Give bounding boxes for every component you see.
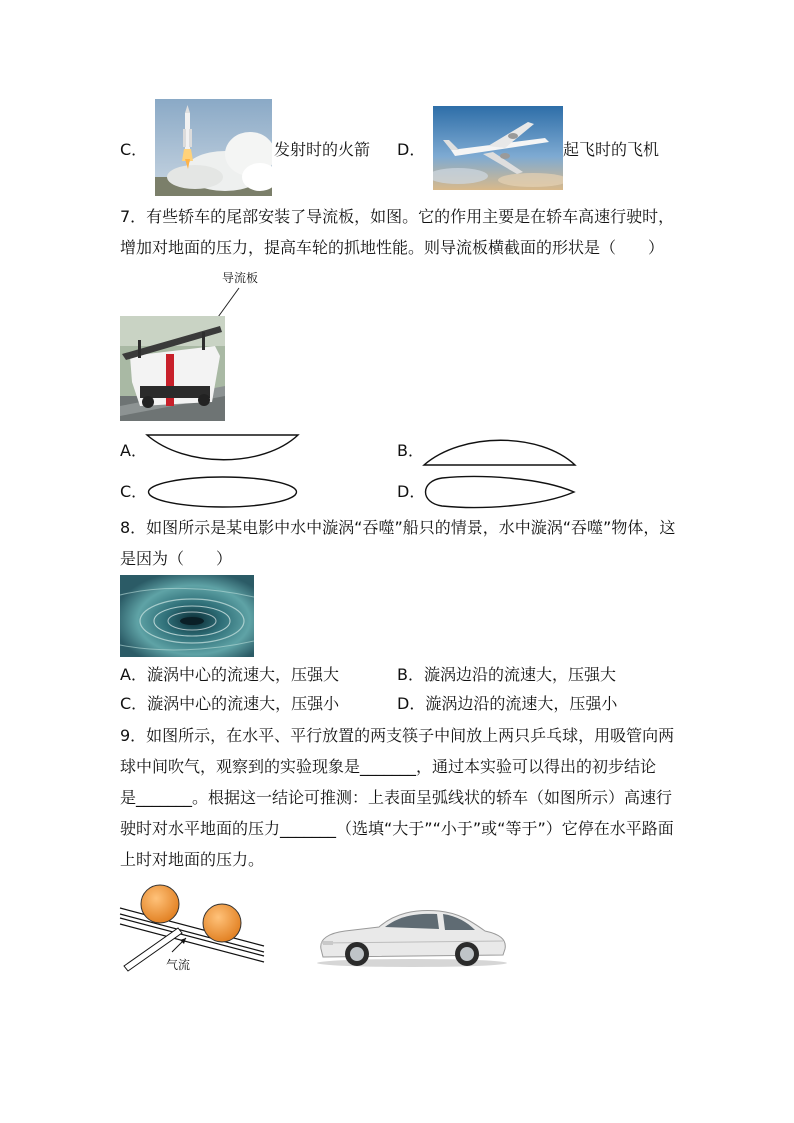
q7-stem-line2: 增加对地面的压力，提高车轮的抓地性能。则导流板横截面的形状是（ ） [120, 238, 665, 257]
airfoil-shape-d [422, 474, 577, 510]
q7-option-d-letter: D． [397, 482, 426, 501]
q8-option-c: C．漩涡中心的流速大，压强小 [120, 694, 340, 713]
q7-option-c-letter: C． [120, 482, 148, 501]
sedan-car-image [315, 903, 510, 968]
rocket-launch-image [155, 99, 272, 196]
q8-stem-line1: 8．如图所示是某电影中水中漩涡“吞噬”船只的情景，水中漩涡“吞噬”物体，这 [120, 518, 676, 537]
q9-stem-line1: 9．如图所示，在水平、平行放置的两支筷子中间放上两只乒乓球，用吸管向两 [120, 726, 675, 745]
q9-stem-line2: 球中间吹气，观察到的实验现象是_______，通过本实验可以得出的初步结论 [120, 757, 657, 776]
airplane-takeoff-image [433, 106, 563, 190]
airfoil-shape-a [145, 432, 300, 468]
q7-option-a-letter: A． [120, 441, 147, 460]
q6-option-d-letter: D． [397, 140, 426, 159]
q8-option-b: B．漩涡边沿的流速大，压强大 [397, 665, 616, 684]
q7-stem-line1: 7．有些轿车的尾部安装了导流板，如图。它的作用主要是在轿车高速行驶时， [120, 207, 675, 226]
q9-stem-line4: 驶时对水平地面的压力_______（选填“大于”“小于”或“等于”）它停在水平路面 [120, 819, 674, 838]
q6-option-c-caption: 发射时的火箭 [274, 140, 371, 159]
race-car-spoiler-image [120, 316, 225, 421]
q6-option-c-letter: C． [120, 140, 148, 159]
airflow-label: 气流 [166, 958, 191, 972]
q7-option-b-letter: B． [397, 441, 424, 460]
q8-option-a: A．漩涡中心的流速大，压强大 [120, 665, 339, 684]
ping-pong-balls-chopsticks-figure [118, 880, 268, 975]
q8-option-d: D．漩涡边沿的流速大，压强小 [397, 694, 618, 713]
whirlpool-image [120, 575, 254, 657]
airfoil-shape-b [422, 432, 577, 468]
airfoil-shape-c [145, 474, 300, 510]
q9-stem-line3: 是_______。根据这一结论可推测：上表面呈弧线状的轿车（如图所示）高速行 [120, 788, 673, 807]
spoiler-figure-label: 导流板 [222, 271, 259, 285]
q6-option-d-caption: 起飞时的飞机 [563, 140, 660, 159]
q8-stem-line2: 是因为（ ） [120, 549, 233, 568]
q9-stem-line5: 上时对地面的压力。 [120, 850, 265, 869]
